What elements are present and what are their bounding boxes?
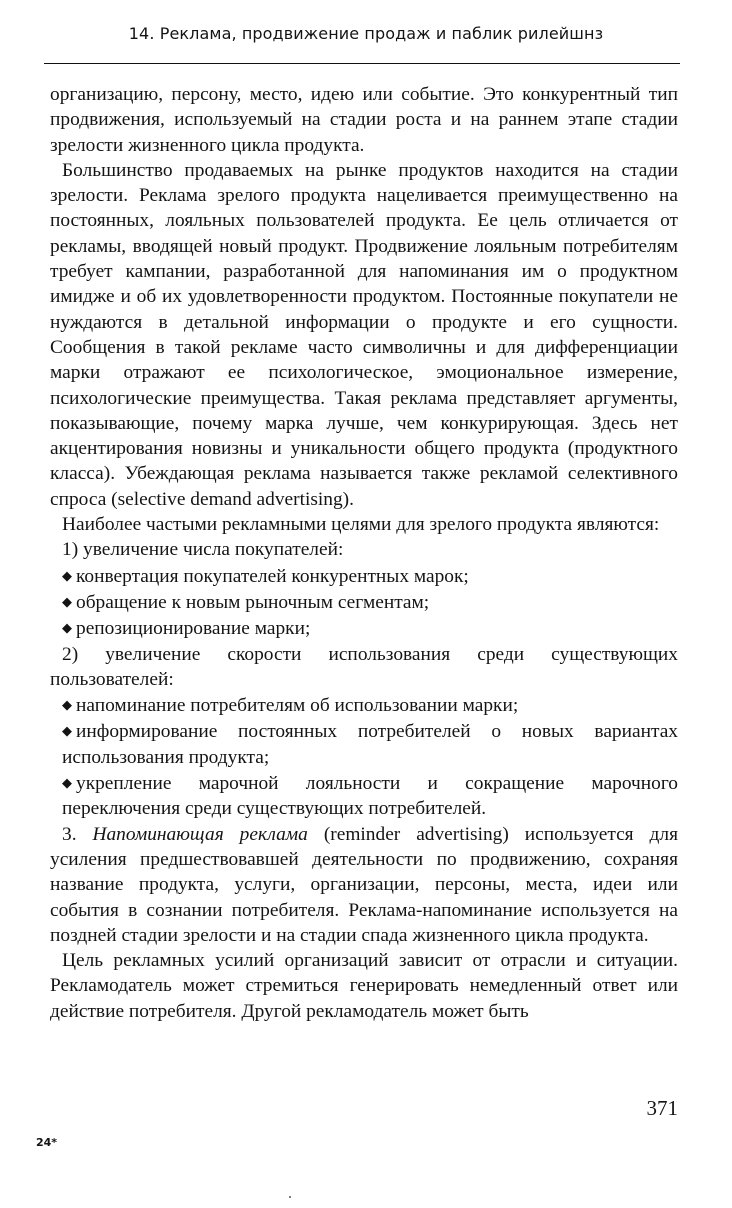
header-rule bbox=[44, 63, 680, 64]
goal-2-bullet: ◆ укрепление марочной лояльности и сокращение марочного переключения среди существующих потребителей. bbox=[50, 770, 678, 822]
goal-2-bullet: ◆ напоминание потребителям об использовании марки; bbox=[50, 692, 678, 718]
body-text bbox=[50, 82, 678, 1024]
bullet-icon: ◆ bbox=[62, 593, 72, 609]
term-reminder-advertising: Напоминающая реклама bbox=[92, 823, 308, 845]
bullet-icon: ◆ bbox=[62, 775, 72, 791]
paragraph-closing: Цель рекламных усилий организаций зависит от отрасли и ситуации. Рекламодатель может стремиться генерировать немедленный ответ или действие потребителя. Другой рекламодатель может быть bbox=[50, 950, 678, 1022]
bullet-icon: ◆ bbox=[62, 723, 72, 739]
goal-1-bullet: ◆ обращение к новым рыночным сегментам; bbox=[50, 589, 678, 615]
page-number: 371 bbox=[646, 1096, 678, 1120]
paragraph-goals-intro: Наиболее частыми рекламными целями для зрелого продукта являются: bbox=[62, 514, 660, 536]
bullet-icon: ◆ bbox=[62, 567, 72, 583]
running-head: 14. Реклама, продвижение продаж и паблик рилейшнз bbox=[128, 24, 604, 43]
goal-1-bullet: ◆ конвертация покупателей конкурентных марок; bbox=[50, 563, 678, 589]
bullet-icon: ◆ bbox=[62, 620, 72, 636]
signature-mark: 24* bbox=[36, 1136, 58, 1149]
bullet-icon: ◆ bbox=[62, 697, 72, 713]
goal-1-bullet: ◆ репозиционирование марки; bbox=[50, 615, 678, 641]
item-number: 3. bbox=[62, 823, 77, 845]
goal-2-bullet: ◆ информирование постоянных потребителей о новых вариантах использования продукта; bbox=[50, 718, 678, 770]
paragraph-reminder-advertising: 3. Напоминающая реклама (reminder advertising) используется для усиления предшествовавшей деятельности по продвижению, сохраняя название продукта, услуги, организации, персоны, места, идеи или события в сознании потребителя. Реклама-напоминание используется на поздней стадии зрелости и на стадии спада жизненного цикла продукта. bbox=[50, 823, 678, 946]
paragraph-mature-product: Большинство продаваемых на рынке продуктов находится на стадии зрелости. Реклама зрелого продукта нацеливается преимущественно на постоянных, лояльных пользователей продукта. Ее цель отличается от рекламы, вводящей новый продукт. Продвижение лояльным потребителям требует кампании, разработанной для напоминания им о продуктном имидже и об их удовлетворенности продуктом. Постоянные покупатели не нуждаются в детальной информации о продукте и его сущности. Сообщения в такой рекламе часто символичны и для дифференциации марки отражают ее психологическое, эмоциональное измерение, психологические преимущества. Такая реклама представляет аргументы, показывающие, почему марка лучше, чем конкурирующая. Здесь нет акцентирования новизны и уникальности общего продукта (продуктного класса). Убеждающая реклама называется также рекламой селективного спроса (selective demand advertising). bbox=[50, 159, 678, 510]
print-speck bbox=[289, 1196, 291, 1198]
goal-1-title: 1) увеличение числа покупателей: bbox=[62, 539, 344, 561]
paragraph-continuation: организацию, персону, место, идею или событие. Это конкурентный тип продвижения, используемый на стадии роста и на раннем этапе стадии зрелости жизненного цикла продукта. bbox=[50, 84, 678, 156]
goal-2-title: 2) увеличение скорости использования среди существующих пользователей: bbox=[50, 643, 678, 690]
